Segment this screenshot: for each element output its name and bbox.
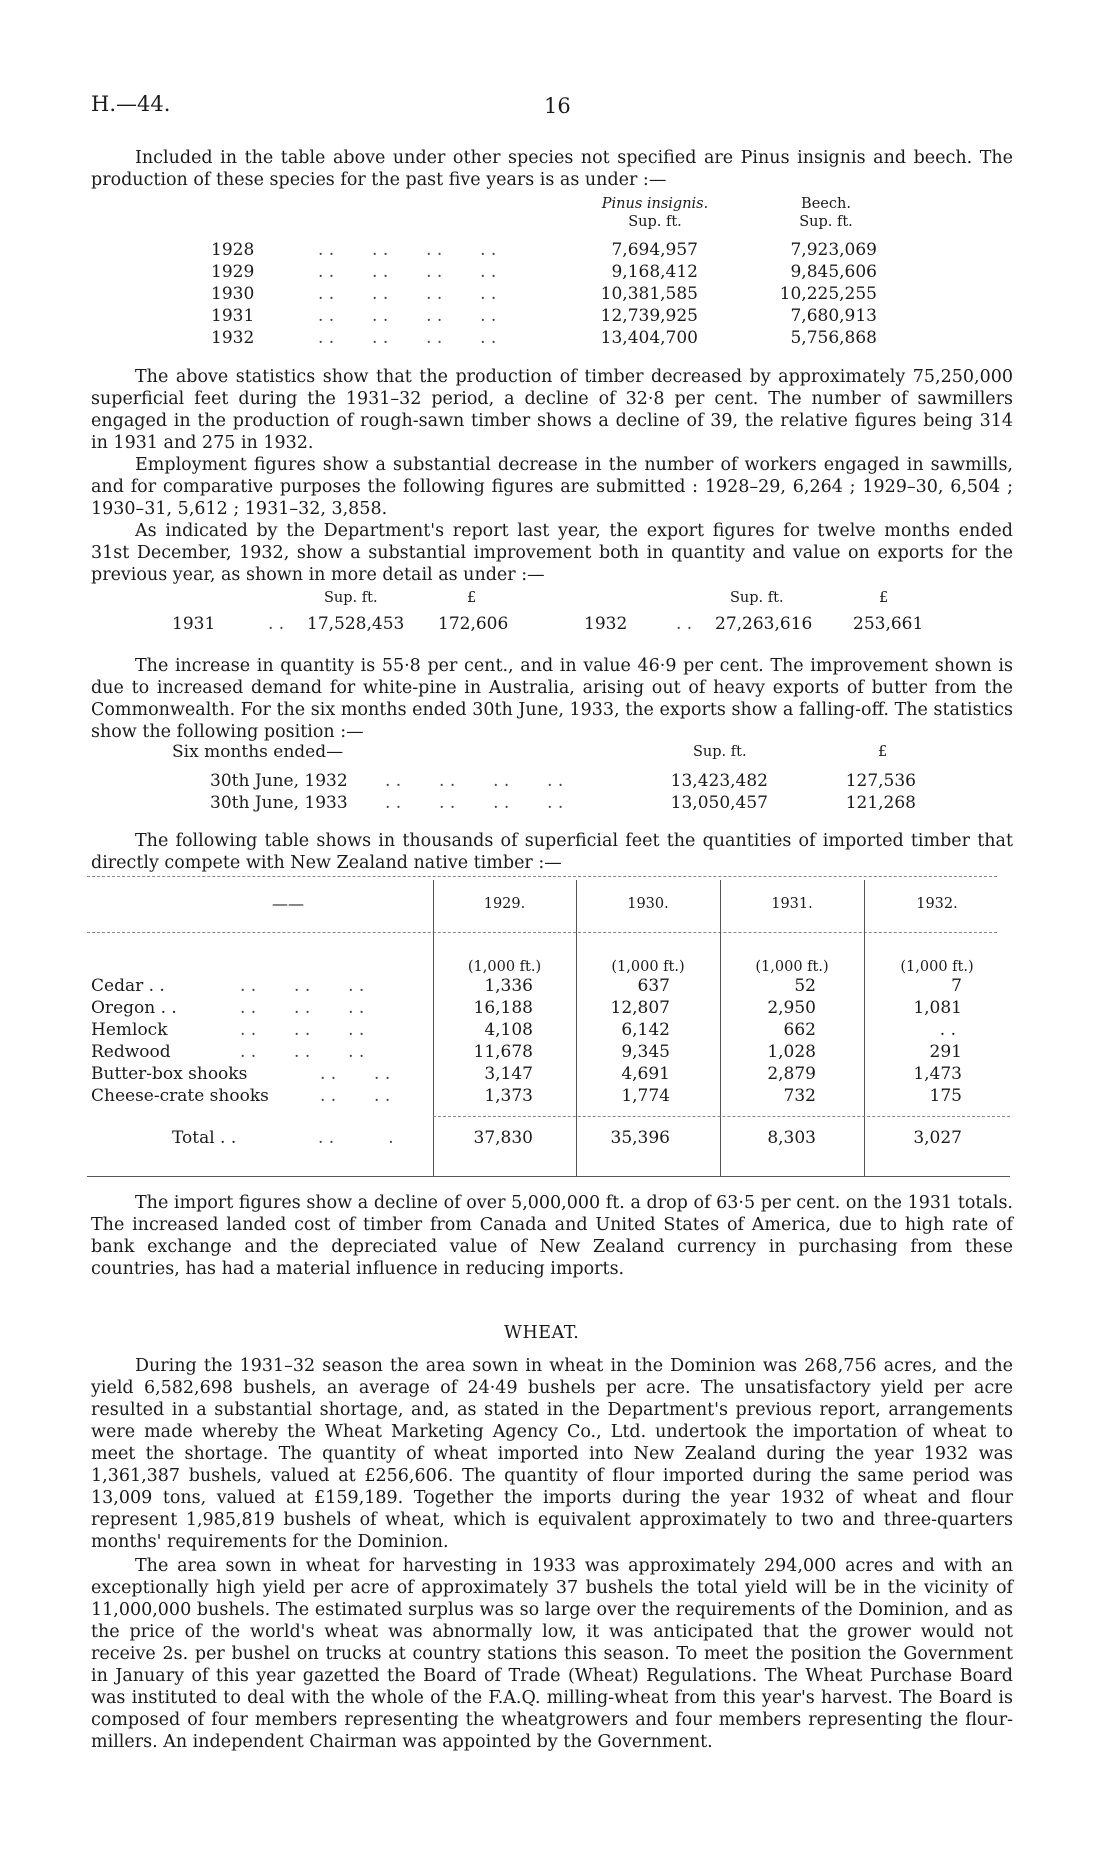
- total-row: [0, 1128, 1114, 1150]
- table-row: [0, 1020, 1114, 1042]
- value-cell: 1,774: [621, 1086, 670, 1106]
- sup-cell: 13,423,482: [670, 771, 768, 791]
- corner-dash: ——: [272, 894, 304, 913]
- export-year-1931: 1931: [172, 614, 216, 634]
- sup-ft-header-1932: Sup. ft.: [730, 590, 784, 606]
- leader-dots: . . .: [318, 1128, 394, 1148]
- table-row: [0, 284, 1114, 306]
- value-cell: 291: [929, 1042, 962, 1062]
- species-name: Cheese-crate shooks: [91, 1086, 269, 1106]
- total-cell: 3,027: [913, 1128, 962, 1148]
- value-cell: 662: [783, 1020, 816, 1040]
- total-cell: 37,830: [473, 1128, 533, 1148]
- year-cell: 1930: [211, 284, 255, 304]
- beech-col-unit: Sup. ft.: [799, 214, 853, 230]
- table-row: [0, 1086, 1114, 1108]
- pinus-cell: 12,739,925: [600, 306, 698, 326]
- value-header-1932: £: [879, 590, 889, 606]
- leader-dots: . . . . . .: [240, 1042, 365, 1062]
- value-cell: 12,807: [610, 998, 670, 1018]
- value-cell: 127,536: [845, 771, 916, 791]
- table-bottom-rule: [87, 1176, 1010, 1177]
- increase-paragraph: The increase in quantity is 55·8 per cent., and in value 46·9 per cent. The improvement shown is due to increased demand for white-pine in Australia, arising out of heavy exports of butter from the Commonwealth. For the six months ended 30th June, 1933, the exports show a falling-off. The statistics show the following position :—: [91, 656, 1013, 742]
- year-header-1932: 1932.: [916, 896, 958, 912]
- leader-dots: . . . .: [320, 1064, 391, 1084]
- year-header-1930: 1930.: [627, 896, 669, 912]
- value-cell: 2,950: [767, 998, 816, 1018]
- year-cell: 1932: [211, 328, 255, 348]
- leader-dots: . . . . . . . .: [318, 284, 497, 304]
- unit-label: (1,000 ft.): [755, 959, 829, 975]
- wheat-paragraph-1: During the 1931–32 season the area sown in wheat in the Dominion was 268,756 acres, and the yield 6,582,698 bushels, an average of 24·49 bushels per acre. The unsatisfactory yield per acre resulted in a substantial shortage, and, as stated in the Department's previous report, arrangements were made whereby the Wheat Marketing Agency Co., Ltd. undertook the importation of wheat to meet the shortage. The quantity of wheat imported into New Zealand during the year 1932 was 1,361,387 bushels, valued at £256,606. The quantity of flour imported during the same period was 13,009 tons, valued at £159,189. Together the imports during the year 1932 of wheat and flour represent 1,985,819 bushels of wheat, which is equivalent approximately to two and three-quarters months' requirements for the Dominion.: [91, 1356, 1013, 1552]
- unit-label: (1,000 ft.): [611, 959, 685, 975]
- total-cell: 8,303: [767, 1128, 816, 1148]
- leader-dots: . . . . . .: [240, 1020, 365, 1040]
- value-cell: 6,142: [621, 1020, 670, 1040]
- six-months-label: Six months ended—: [172, 742, 344, 762]
- leader-dots: . . . . . .: [240, 998, 365, 1018]
- value-cell: 732: [783, 1086, 816, 1106]
- year-cell: 1929: [211, 262, 255, 282]
- six-months-row: [0, 793, 1114, 815]
- value-cell: 1,081: [913, 998, 962, 1018]
- pinus-col-unit: Sup. ft.: [628, 214, 682, 230]
- export-row: [0, 614, 1114, 636]
- table-row: [0, 998, 1114, 1020]
- year-header-1929: 1929.: [483, 896, 526, 912]
- leader-dots: . . . . . . . .: [318, 306, 497, 326]
- table-header-rule: [87, 932, 997, 933]
- export-value-1931: 172,606: [438, 614, 509, 634]
- export-paragraph: As indicated by the Department's report last year, the export figures for twelve months ended 31st December, 1932, show a substantial improvement both in quantity and value on exports for the previous year, as shown in more detail as under :—: [91, 521, 1013, 585]
- beech-cell: 5,756,868: [790, 328, 877, 348]
- value-cell: 52: [794, 976, 816, 996]
- value-cell: 7: [951, 976, 962, 996]
- statistics-paragraph: The above statistics show that the production of timber decreased by approximately 75,250,000 superficial feet during the 1931–32 period, a decline of 32·8 per cent. The number of sawmillers engaged in the production of rough-sawn timber shows a decline of 39, the relative figures being 314 in 1931 and 275 in 1932.: [91, 367, 1013, 453]
- value-cell: 175: [929, 1086, 962, 1106]
- pinus-cell: 7,694,957: [611, 240, 698, 260]
- beech-cell: 10,225,255: [779, 284, 877, 304]
- value-cell: 4,108: [484, 1020, 533, 1040]
- total-cell: 35,396: [610, 1128, 670, 1148]
- export-value-1932: 253,661: [853, 614, 924, 634]
- value-cell: 637: [637, 976, 670, 996]
- sup-cell: 13,050,457: [670, 793, 768, 813]
- total-rule: [433, 1116, 1010, 1117]
- value-cell: 11,678: [473, 1042, 533, 1062]
- export-sup-1932: 27,263,616: [715, 614, 813, 634]
- value-cell: 121,268: [845, 793, 916, 813]
- leader-dots: . .: [676, 614, 693, 634]
- value-cell: 1,473: [913, 1064, 962, 1084]
- employment-paragraph: Employment figures show a substantial decrease in the number of workers engaged in sawmills, and for comparative purposes the following figures are submitted : 1928–29, 6,264 ; 1929–30, 6,504 ; 1930–31, 5,612 ; 1931–32, 3,858.: [91, 455, 1013, 519]
- report-code: H.—44.: [91, 92, 171, 116]
- pinus-cell: 13,404,700: [600, 328, 698, 348]
- table-row: [0, 328, 1114, 350]
- beech-cell: 7,923,069: [790, 240, 877, 260]
- leader-dots: . . . . . . . .: [318, 328, 497, 348]
- leader-dots: . . . . . .: [240, 976, 365, 996]
- unit-label: (1,000 ft.): [900, 959, 974, 975]
- value-cell: 3,147: [484, 1064, 533, 1084]
- page-number: 16: [544, 94, 571, 118]
- pinus-col-header: Pinus insignis.: [601, 196, 709, 212]
- value-cell: 1,373: [484, 1086, 533, 1106]
- species-name: Redwood: [91, 1042, 171, 1062]
- value-header-1931: £: [467, 590, 477, 606]
- species-name: Hemlock: [91, 1020, 168, 1040]
- imports-intro-paragraph: The following table shows in thousands of superficial feet the quantities of imported timber that directly compete with New Zealand native timber :—: [91, 831, 1013, 873]
- table-top-rule: [87, 876, 997, 877]
- value-cell: 1,336: [484, 976, 533, 996]
- table-row: [0, 976, 1114, 998]
- value-cell: 9,345: [621, 1042, 670, 1062]
- period-cell: 30th June, 1932: [210, 771, 348, 791]
- value-cell: 1,028: [767, 1042, 816, 1062]
- six-months-value-header: £: [878, 744, 888, 760]
- value-cell: . .: [939, 1020, 956, 1040]
- year-cell: 1931: [211, 306, 255, 326]
- leader-dots: . . . . . . . .: [318, 262, 497, 282]
- leader-dots: . .: [268, 614, 285, 634]
- period-cell: 30th June, 1933: [210, 793, 348, 813]
- export-year-1932: 1932: [584, 614, 628, 634]
- year-header-1931: 1931.: [771, 896, 813, 912]
- unit-label: (1,000 ft.): [467, 959, 542, 975]
- total-label: Total . .: [172, 1128, 237, 1148]
- species-name: Oregon . .: [91, 998, 177, 1018]
- beech-cell: 7,680,913: [790, 306, 877, 326]
- beech-cell: 9,845,606: [790, 262, 877, 282]
- value-cell: 2,879: [767, 1064, 816, 1084]
- value-cell: 4,691: [621, 1064, 670, 1084]
- six-months-sup-header: Sup. ft.: [693, 744, 747, 760]
- leader-dots: . . . . . . . .: [385, 771, 564, 791]
- wheat-paragraph-2: The area sown in wheat for harvesting in 1933 was approximately 294,000 acres and with an exceptionally high yield per acre of approximately 37 bushels the total yield will be in the vicinity of 11,000,000 bushels. The estimated surplus was so large over the requirements of the Dominion, and as the price of the world's wheat was abnormally low, it was anticipated that the grower would not receive 2s. per bushel on trucks at country stations this season. To meet the position the Government in January of this year gazetted the Board of Trade (Wheat) Regulations. The Wheat Purchase Board was instituted to deal with the whole of the F.A.Q. milling-wheat from this year's harvest. The Board is composed of four members representing the wheatgrowers and four members representing the flour-millers. An independent Chairman was appointed by the Government.: [91, 1556, 1013, 1752]
- table-row: [0, 1064, 1114, 1086]
- year-cell: 1928: [211, 240, 255, 260]
- species-name: Butter-box shooks: [91, 1064, 248, 1084]
- leader-dots: . . . . . . . .: [385, 793, 564, 813]
- value-cell: 16,188: [473, 998, 533, 1018]
- intro-paragraph: Included in the table above under other species not specified are Pinus insignis and beech. The production of these species for the past five years is as under :—: [91, 148, 1013, 190]
- table-row: [0, 306, 1114, 328]
- beech-col-header: Beech.: [801, 196, 851, 212]
- pinus-cell: 9,168,412: [611, 262, 698, 282]
- wheat-heading: WHEAT.: [504, 1323, 580, 1343]
- pinus-cell: 10,381,585: [600, 284, 698, 304]
- table-row: [0, 1042, 1114, 1064]
- import-figures-paragraph: The import figures show a decline of over 5,000,000 ft. a drop of 63·5 per cent. on the 1931 totals. The increased landed cost of timber from Canada and United States of America, due to high rate of bank exchange and the depreciated value of New Zealand currency in purchasing from these countries, has had a material influence in reducing imports.: [91, 1193, 1013, 1279]
- table-row: [0, 262, 1114, 284]
- six-months-row: [0, 771, 1114, 793]
- leader-dots: . . . . . . . .: [318, 240, 497, 260]
- table-row: [0, 240, 1114, 262]
- leader-dots: . . . .: [320, 1086, 391, 1106]
- export-sup-1931: 17,528,453: [307, 614, 405, 634]
- sup-ft-header-1931: Sup. ft.: [324, 590, 378, 606]
- species-name: Cedar . .: [91, 976, 165, 996]
